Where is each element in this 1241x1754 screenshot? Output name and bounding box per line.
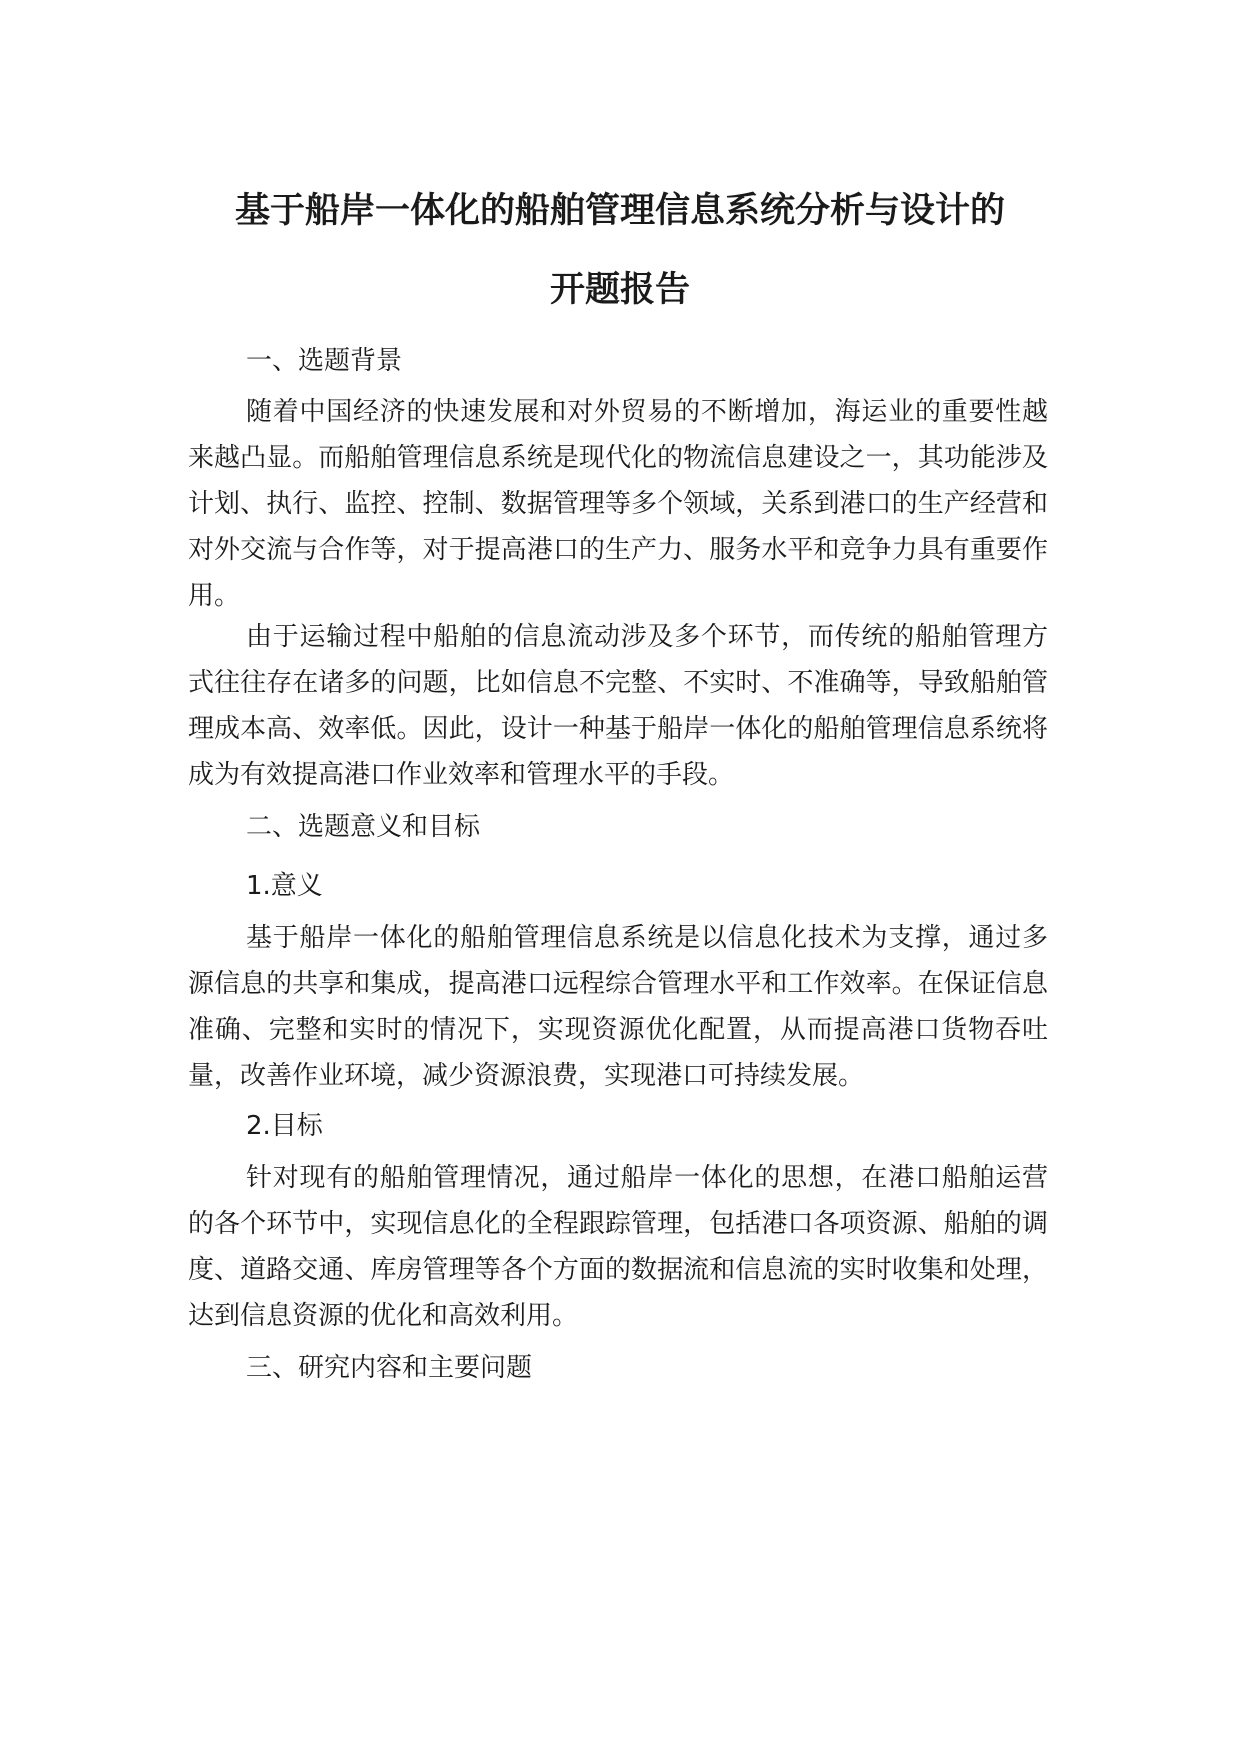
subsection2-heading: 2.目标 <box>246 1111 323 1141</box>
subsection1-heading: 1.意义 <box>246 871 323 901</box>
document-title-line2: 开题报告 <box>549 270 690 310</box>
document-title-line1: 基于船岸一体化的船舶管理信息系统分析与设计的 <box>234 191 1005 231</box>
subsection2-paragraph: 针对现有的船舶管理情况，通过船岸一体化的思想，在港口船舶运营的各个环节中，实现信息化的全程跟踪管理，包括港口各项资源、船舶的调度、道路交通、库房管理等各个方面的数据流和信息流的实时收集和处理，达到信息资源的优化和高效利用。 <box>188 1163 1048 1331</box>
section1-paragraph2: 由于运输过程中船舶的信息流动涉及多个环节，而传统的船舶管理方式往往存在诸多的问题，比如信息不完整、不实时、不准确等，导致船舶管理成本高、效率低。因此，设计一种基于船岸一体化的船舶管理信息系统将成为有效提高港口作业效率和管理水平的手段。 <box>188 622 1048 790</box>
subsection1-paragraph: 基于船岸一体化的船舶管理信息系统是以信息化技术为支撑，通过多源信息的共享和集成，提高港口远程综合管理水平和工作效率。在保证信息准确、完整和实时的情况下，实现资源优化配置，从而提高港口货物吞吐量，改善作业环境，减少资源浪费，实现港口可持续发展。 <box>188 923 1048 1091</box>
section1-heading: 一、选题背景 <box>246 346 403 376</box>
section3-heading: 三、研究内容和主要问题 <box>246 1353 533 1383</box>
section2-heading: 二、选题意义和目标 <box>246 812 481 842</box>
section1-paragraph1: 随着中国经济的快速发展和对外贸易的不断增加，海运业的重要性越来越凸显。而船舶管理信息系统是现代化的物流信息建设之一，其功能涉及计划、执行、监控、控制、数据管理等多个领域，关系到港口的生产经营和对外交流与合作等，对于提高港口的生产力、服务水平和竞争力具有重要作用。 <box>188 397 1048 611</box>
